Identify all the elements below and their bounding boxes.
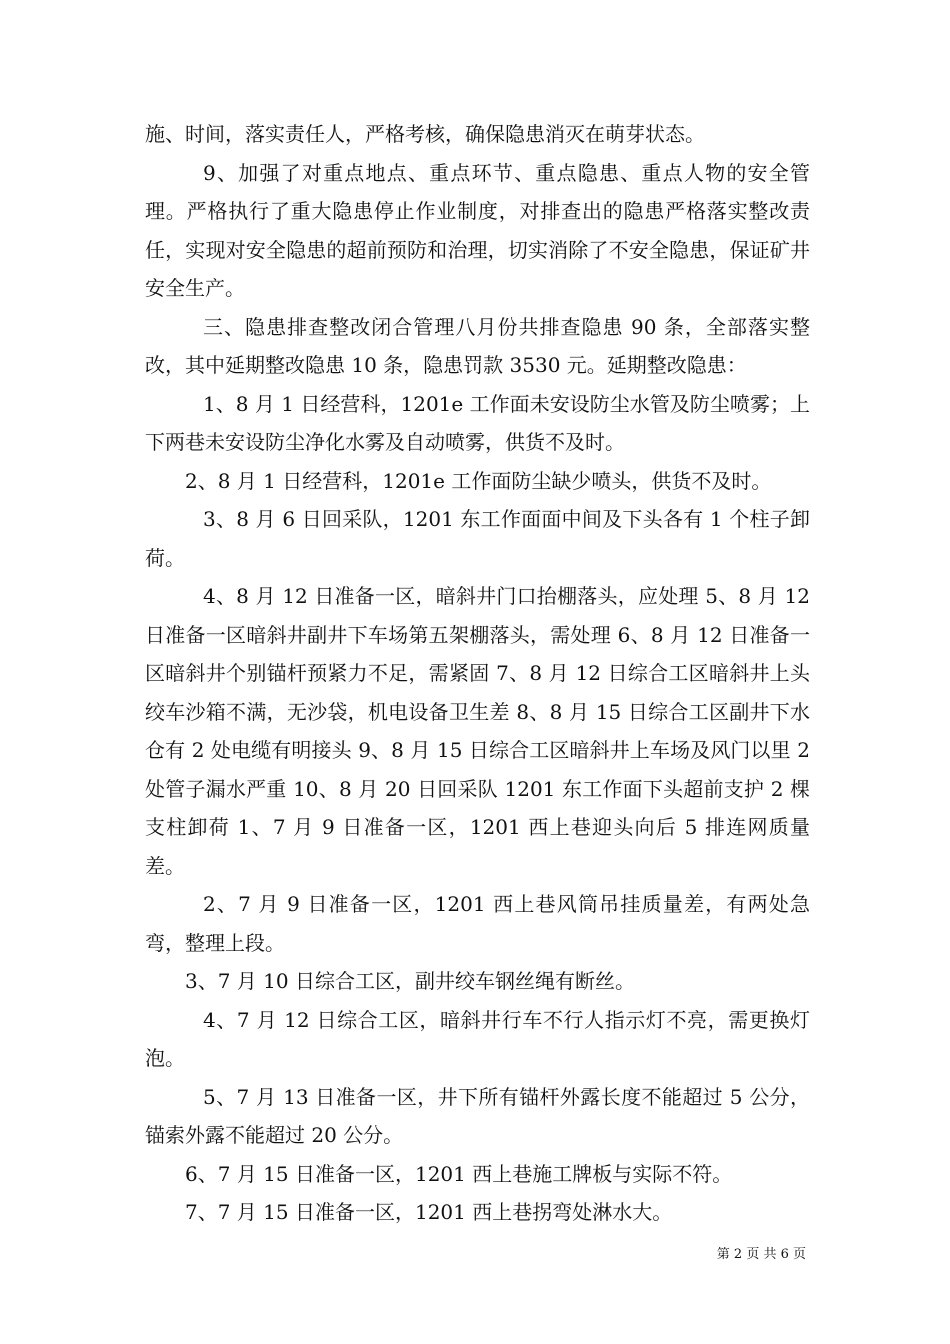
paragraph-july-2: 2、7 月 9 日准备一区，1201 西上巷风筒吊挂质量差，有两处急弯，整理上段。 [145, 892, 810, 955]
paragraph-july-6: 6、7 月 15 日准备一区，1201 西上巷施工牌板与实际不符。 [185, 1161, 733, 1186]
paragraph-hazard-1: 1、8 月 1 日经营科，1201e 工作面未安设防尘水管及防尘喷雾；上下两巷未安设防尘净化水雾及自动喷雾，供货不及时。 [145, 391, 810, 454]
paragraph-item-9: 9、加强了对重点地点、重点环节、重点隐患、重点人物的安全管理。严格执行了重大隐患停止作业制度，对排查出的隐患严格落实整改责任，实现对安全隐患的超前预防和治理，切实消除了不安全隐患，保证矿井安全生产。 [145, 160, 810, 300]
paragraph-july-5: 5、7 月 13 日准备一区，井下所有锚杆外露长度不能超过 5 公分，锚索外露不能超过 20 公分。 [145, 1084, 810, 1147]
paragraph-july-7: 7、7 月 15 日准备一区，1201 西上巷拐弯处淋水大。 [185, 1200, 673, 1224]
paragraph-july-3: 3、7 月 10 日综合工区，副井绞车钢丝绳有断丝。 [185, 969, 635, 993]
paragraph-continuation: 施、时间，落实责任人，严格考核，确保隐患消灭在萌芽状态。 [145, 122, 705, 146]
document-body [145, 115, 810, 1232]
paragraph-hazard-4-list: 4、8 月 12 日准备一区，暗斜井门口抬棚落头，应处理 5、8 月 12 日准备一区暗斜井副井下车场第五架棚落头，需处理 6、8 月 12 日准备一区暗斜井个别锚杆预紧力不足，需紧固 7、8 月 12 日综合工区暗斜井上头绞车沙箱不满，无沙袋，机电设备卫生差 8、8 月 15 日综合工区副井下水仓有 2 处电缆有明接头 9、8 月 15 日综合工区暗斜井上车场及风门以里 2 处管子漏水严重 10、8 月 20 日回采队 1201 东工作面下头超前支护 2 棵支柱卸荷 1、7 月 9 日准备一区，1201 西上巷迎头向后 5 排连网质量差。 [145, 584, 810, 878]
paragraph-hazard-2: 2、8 月 1 日经营科，1201e 工作面防尘缺少喷头，供货不及时。 [185, 468, 772, 493]
paragraph-hazard-3: 3、8 月 6 日回采队，1201 东工作面面中间及下头各有 1 个柱子卸荷。 [145, 507, 810, 570]
paragraph-july-4: 4、7 月 12 日综合工区，暗斜井行车不行人指示灯不亮，需更换灯泡。 [145, 1007, 810, 1070]
paragraph-section-3: 三、隐患排查整改闭合管理八月份共排查隐患 90 条，全部落实整改，其中延期整改隐患 10 条，隐患罚款 3530 元。延期整改隐患： [145, 314, 810, 377]
page-number-footer: 第 2 页 共 6 页 [716, 1247, 806, 1262]
